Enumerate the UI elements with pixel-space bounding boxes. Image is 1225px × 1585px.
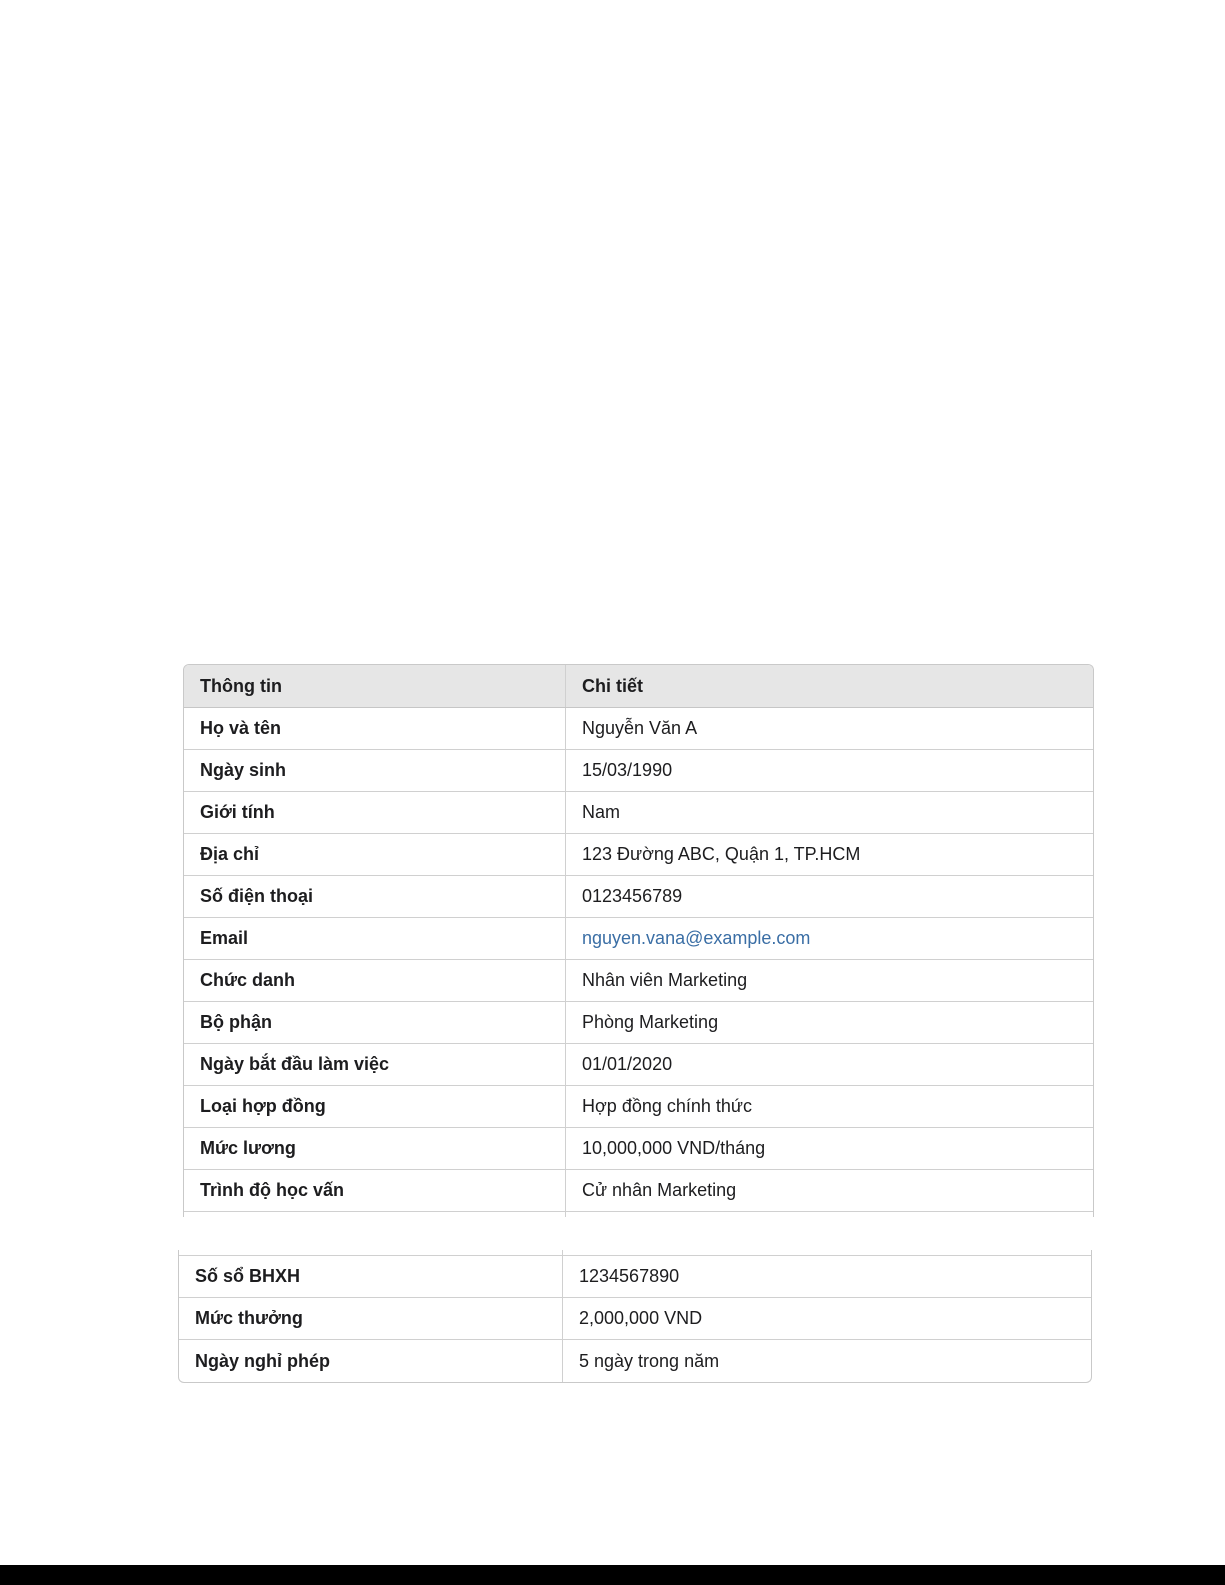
row-value: 1234567890 — [579, 1266, 680, 1286]
row-value: 5 ngày trong năm — [579, 1350, 720, 1371]
table-row — [184, 918, 1093, 960]
table-header-row — [184, 665, 1093, 708]
row-label: Loại hợp đồng — [184, 1086, 566, 1127]
table-row — [184, 792, 1093, 834]
row-label: Địa chỉ — [184, 834, 566, 875]
row-label: Số sổ BHXH — [179, 1256, 563, 1297]
row-label: Họ và tên — [184, 708, 566, 749]
header-details: Chi tiết — [582, 675, 643, 696]
row-value: 15/03/1990 — [582, 760, 673, 780]
row-value — [566, 918, 1093, 959]
employee-info-table — [183, 664, 1094, 1217]
row-value: 2,000,000 VND — [579, 1308, 703, 1328]
row-label: Bộ phận — [184, 1002, 566, 1043]
row-value: 123 Đường ABC, Quận 1, TP.HCM — [582, 844, 861, 864]
table-row — [184, 960, 1093, 1002]
table-row — [184, 750, 1093, 792]
table-row — [184, 1170, 1093, 1212]
page-bottom-edge — [0, 1565, 1225, 1585]
table-row — [184, 708, 1093, 750]
row-value: Cử nhân Marketing — [582, 1180, 737, 1200]
row-value: Nhân viên Marketing — [582, 970, 748, 990]
table-row — [184, 1128, 1093, 1170]
row-label: Ngày nghỉ phép — [179, 1340, 563, 1382]
table-page-break-edge — [184, 1212, 1093, 1217]
row-label: Giới tính — [184, 792, 566, 833]
table-row — [184, 834, 1093, 876]
email-link[interactable]: nguyen.vana@example.com — [582, 928, 811, 948]
table-row — [179, 1256, 1091, 1298]
row-value: Nam — [582, 802, 621, 822]
employee-info-table-continued — [178, 1250, 1092, 1383]
header-info: Thông tin — [184, 665, 566, 707]
row-label: Số điện thoại — [184, 876, 566, 917]
table-row — [184, 1044, 1093, 1086]
row-label: Ngày sinh — [184, 750, 566, 791]
row-label: Mức lương — [184, 1128, 566, 1169]
table-row — [184, 1002, 1093, 1044]
row-label: Chức danh — [184, 960, 566, 1001]
row-value: Phòng Marketing — [582, 1012, 719, 1032]
table-row — [184, 1086, 1093, 1128]
table-row — [184, 876, 1093, 918]
row-label: Email — [184, 918, 566, 959]
table-row — [179, 1298, 1091, 1340]
table-row — [179, 1340, 1091, 1382]
row-label: Mức thưởng — [179, 1298, 563, 1339]
row-label: Ngày bắt đầu làm việc — [184, 1044, 566, 1085]
cut-divider — [184, 1212, 566, 1217]
cut-divider — [179, 1250, 563, 1255]
row-value: Hợp đồng chính thức — [582, 1096, 752, 1116]
row-value: 10,000,000 VND/tháng — [582, 1138, 766, 1158]
row-value: 01/01/2020 — [582, 1054, 673, 1074]
row-value: Nguyễn Văn A — [582, 718, 698, 738]
row-label: Trình độ học vấn — [184, 1170, 566, 1211]
row-value: 0123456789 — [582, 886, 683, 906]
